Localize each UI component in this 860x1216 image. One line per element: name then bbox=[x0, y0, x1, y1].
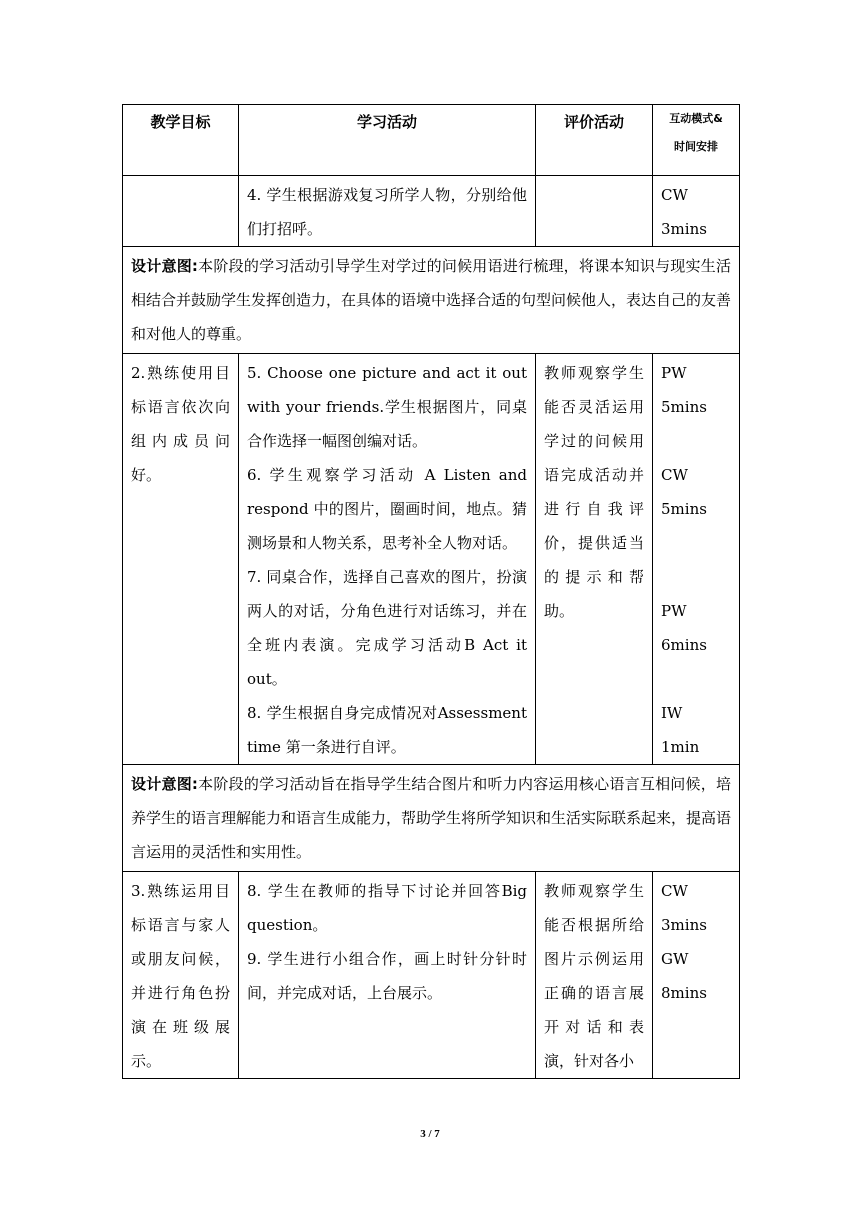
mode-label: GW bbox=[661, 950, 689, 968]
activity-cell bbox=[239, 872, 536, 1079]
evaluation-cell-empty bbox=[536, 176, 653, 247]
header-goal: 教学目标 bbox=[123, 105, 239, 176]
activity-cell bbox=[239, 176, 536, 247]
activity-item: 5. Choose one picture and act it out with your friends.学生根据图片，同桌合作选择一幅图创编对话。 bbox=[247, 364, 527, 450]
activity-item: 4. 学生根据游戏复习所学人物，分别给他们打招呼。 bbox=[247, 186, 527, 238]
activity-item: 8. 学生在教师的指导下讨论并回答Big question。 bbox=[247, 882, 527, 934]
goal-text: 2.熟练使用目标语言依次向组内成员问好。 bbox=[131, 364, 230, 484]
design-intent-label: 设计意图: bbox=[131, 257, 198, 275]
design-intent-text: 设计意图:本阶段的学习活动引导学生对学过的问候用语进行梳理，将课本知识与现实生活相结合并鼓励学生发挥创造力，在具体的语境中选择合适的句型问候他人，表达自己的友善和对他人的尊重。 bbox=[131, 257, 732, 343]
mode-label: PW bbox=[661, 364, 687, 382]
mode-cell bbox=[653, 176, 740, 247]
mode-label: CW bbox=[661, 882, 688, 900]
design-intent-label: 设计意图: bbox=[131, 775, 198, 793]
design-intent-text: 设计意图:本阶段的学习活动旨在指导学生结合图片和听力内容运用核心语言互相问候，培养学生的语言理解能力和语言生成能力，帮助学生将所学知识和生活实际联系起来，提高语言运用的灵活性和实用性。 bbox=[131, 775, 732, 861]
activity-item: 7. 同桌合作，选择自己喜欢的图片，扮演两人的对话，分角色进行对话练习，并在全班内表演。完成学习活动B Act it out。 bbox=[247, 568, 527, 688]
mode-label: CW bbox=[661, 466, 688, 484]
time-label: 3mins bbox=[661, 220, 707, 238]
header-mode-time bbox=[653, 105, 740, 176]
header-activity: 学习活动 bbox=[239, 105, 536, 176]
mode-cell bbox=[653, 872, 740, 1079]
table-row bbox=[123, 354, 740, 765]
design-intent-row bbox=[123, 247, 740, 354]
evaluation-text: 教师观察学生能否根据所给图片示例运用正确的语言展开对话和表演，针对各小 bbox=[544, 882, 644, 1070]
table-row bbox=[123, 176, 740, 247]
goal-cell bbox=[123, 872, 239, 1079]
evaluation-text: 教师观察学生能否灵活运用学过的问候用语完成活动并进行自我评价，提供适当的提示和帮助。 bbox=[544, 364, 644, 620]
activity-item: 6. 学生观察学习活动 A Listen and respond 中的图片，圈画时间，地点。猜测场景和人物关系，思考补全人物对话。 bbox=[247, 466, 527, 552]
time-label: 5mins bbox=[661, 500, 707, 518]
mode-cell bbox=[653, 354, 740, 765]
time-label: 8mins bbox=[661, 984, 707, 1002]
header-mode-label: 互动模式& bbox=[669, 112, 723, 125]
time-label: 1min bbox=[661, 738, 700, 756]
page-number: 3 / 7 bbox=[420, 1128, 440, 1140]
header-time-label: 时间安排 bbox=[674, 140, 718, 153]
design-intent-row bbox=[123, 765, 740, 872]
activity-cell bbox=[239, 354, 536, 765]
goal-cell-empty bbox=[123, 176, 239, 247]
header-evaluation: 评价活动 bbox=[536, 105, 653, 176]
evaluation-cell bbox=[536, 872, 653, 1079]
evaluation-cell bbox=[536, 354, 653, 765]
table-row bbox=[123, 872, 740, 1079]
time-label: 3mins bbox=[661, 916, 707, 934]
time-label: 6mins bbox=[661, 636, 707, 654]
mode-label: IW bbox=[661, 704, 683, 722]
activity-item: 9. 学生进行小组合作，画上时针分针时间，并完成对话，上台展示。 bbox=[247, 950, 527, 1002]
lesson-plan-table bbox=[122, 104, 740, 1079]
mode-label: PW bbox=[661, 602, 687, 620]
goal-text: 3.熟练运用目标语言与家人或朋友问候，并进行角色扮演在班级展示。 bbox=[131, 882, 230, 1070]
mode-label: CW bbox=[661, 186, 688, 204]
table-header-row bbox=[123, 105, 740, 176]
goal-cell bbox=[123, 354, 239, 765]
time-label: 5mins bbox=[661, 398, 707, 416]
activity-item: 8. 学生根据自身完成情况对Assessment time 第一条进行自评。 bbox=[247, 704, 527, 756]
